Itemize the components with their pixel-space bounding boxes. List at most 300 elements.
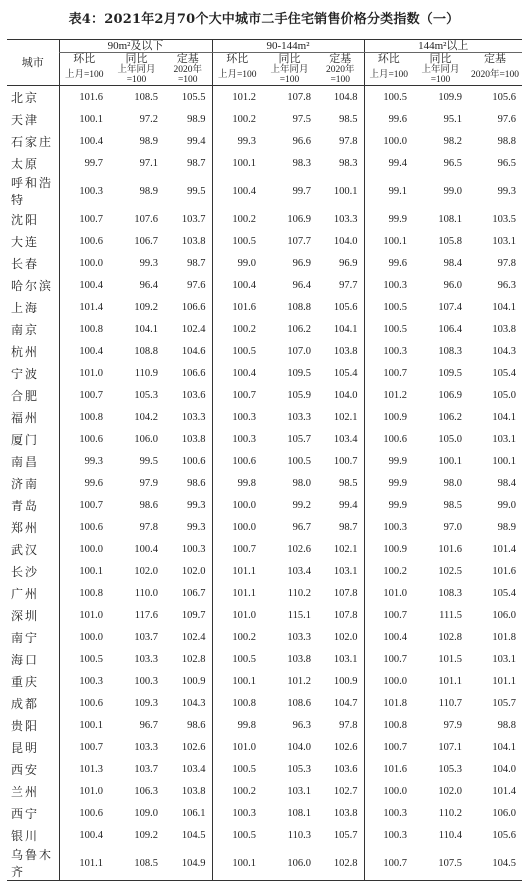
table-row <box>7 86 522 109</box>
table-row <box>7 274 522 296</box>
index-value: 98.2 <box>443 135 463 147</box>
index-value: 105.7 <box>287 433 311 445</box>
table-row <box>7 472 522 494</box>
index-value: 100.7 <box>364 362 413 384</box>
index-value: 100.7 <box>212 384 262 406</box>
table-row <box>7 208 522 230</box>
index-value: 100.7 <box>364 648 413 670</box>
index-value: 105.6 <box>492 829 517 841</box>
city-name: 合肥 <box>11 388 40 403</box>
index-value: 98.0 <box>292 477 311 489</box>
index-value: 99.6 <box>364 252 413 274</box>
index-value: 103.1 <box>492 653 517 665</box>
index-value: 97.9 <box>443 719 463 731</box>
index-value: 101.6 <box>438 543 463 555</box>
index-value: 100.4 <box>59 340 109 362</box>
city-name: 青岛 <box>11 498 40 513</box>
city-name: 西安 <box>11 762 40 777</box>
index-value: 100.6 <box>212 450 262 472</box>
index-value: 96.3 <box>292 719 311 731</box>
index-value: 100.6 <box>59 692 109 714</box>
index-value: 98.3 <box>292 157 311 169</box>
index-value: 99.8 <box>212 714 262 736</box>
index-value: 101.1 <box>212 582 262 604</box>
index-value: 110.7 <box>438 697 463 709</box>
index-value: 98.8 <box>497 719 517 731</box>
index-value: 105.6 <box>333 301 358 313</box>
index-value: 101.2 <box>287 675 311 687</box>
index-value: 99.9 <box>364 208 413 230</box>
metric-header: 同比 <box>278 53 301 65</box>
index-value: 99.0 <box>497 499 517 511</box>
index-value: 99.3 <box>59 450 109 472</box>
index-value: 108.3 <box>438 587 463 599</box>
index-value: 99.4 <box>187 135 206 147</box>
table-row <box>7 384 522 406</box>
index-value: 100.3 <box>59 670 109 692</box>
index-value: 108.5 <box>109 846 164 881</box>
index-value: 101.1 <box>438 675 463 687</box>
city-name: 南京 <box>11 322 40 337</box>
index-value: 109.7 <box>181 609 206 621</box>
index-value: 103.3 <box>287 411 311 423</box>
table-row <box>7 152 522 174</box>
index-value: 108.3 <box>438 345 463 357</box>
index-value: 107.4 <box>438 301 463 313</box>
index-value: 100.7 <box>59 384 109 406</box>
index-value: 101.1 <box>59 846 109 881</box>
index-value: 99.9 <box>364 450 413 472</box>
index-value: 100.0 <box>59 538 109 560</box>
index-value: 104.1 <box>492 741 517 753</box>
index-value: 102.0 <box>438 785 463 797</box>
index-value: 109.3 <box>134 697 158 709</box>
table-row <box>7 450 522 472</box>
index-value: 108.5 <box>134 91 158 103</box>
index-value: 100.1 <box>492 455 517 467</box>
index-value: 100.5 <box>287 455 311 467</box>
index-value: 110.4 <box>438 829 463 841</box>
index-value: 99.8 <box>212 472 262 494</box>
city-name: 长沙 <box>11 564 40 579</box>
index-value: 104.1 <box>492 411 517 423</box>
city-name: 银川 <box>11 828 40 843</box>
base-header: 2020年=100 <box>317 65 364 86</box>
index-value: 104.0 <box>333 389 358 401</box>
index-value: 96.7 <box>139 719 158 731</box>
index-value: 96.4 <box>292 279 311 291</box>
index-value: 99.3 <box>187 499 206 511</box>
index-value: 106.3 <box>134 785 158 797</box>
city-name: 石家庄 <box>11 134 54 149</box>
index-value: 104.1 <box>333 323 358 335</box>
index-value: 98.6 <box>139 499 158 511</box>
index-value: 101.6 <box>492 565 517 577</box>
index-value: 103.1 <box>492 433 517 445</box>
index-value: 97.6 <box>187 279 206 291</box>
index-value: 101.0 <box>212 604 262 626</box>
table-row <box>7 230 522 252</box>
index-value: 99.6 <box>364 108 413 130</box>
index-value: 98.4 <box>443 257 463 269</box>
table-row <box>7 494 522 516</box>
index-value: 103.1 <box>287 785 311 797</box>
city-name: 宁波 <box>11 366 40 381</box>
index-value: 100.0 <box>59 626 109 648</box>
index-value: 97.0 <box>443 521 463 533</box>
index-value: 105.6 <box>492 91 517 103</box>
city-name: 南宁 <box>11 630 40 645</box>
index-value: 96.0 <box>443 279 463 291</box>
index-value: 101.4 <box>492 785 517 797</box>
index-value: 102.8 <box>438 631 463 643</box>
table-row <box>7 362 522 384</box>
index-value: 108.1 <box>438 213 463 225</box>
metric-header: 定基 <box>484 53 507 65</box>
index-value: 106.4 <box>438 323 463 335</box>
table-row <box>7 780 522 802</box>
index-value: 103.6 <box>333 763 358 775</box>
index-value: 96.4 <box>139 279 158 291</box>
index-value: 100.8 <box>59 406 109 428</box>
index-value: 96.9 <box>339 257 358 269</box>
index-value: 107.6 <box>134 213 158 225</box>
city-name: 天津 <box>11 112 40 127</box>
index-value: 106.7 <box>134 235 158 247</box>
index-value: 105.4 <box>333 367 358 379</box>
table-row <box>7 670 522 692</box>
index-value: 97.8 <box>339 719 358 731</box>
index-value: 107.5 <box>413 846 468 881</box>
index-value: 103.3 <box>134 653 158 665</box>
index-value: 106.2 <box>438 411 463 423</box>
index-value: 101.4 <box>492 543 517 555</box>
index-value: 104.6 <box>181 345 206 357</box>
base-header: 2020年=100 <box>164 65 212 86</box>
index-value: 99.1 <box>364 174 413 208</box>
index-value: 103.7 <box>181 213 206 225</box>
index-value: 99.5 <box>187 185 206 197</box>
table-row <box>7 582 522 604</box>
index-value: 100.3 <box>364 516 413 538</box>
index-value: 100.2 <box>212 626 262 648</box>
index-value: 109.5 <box>438 367 463 379</box>
index-value: 109.9 <box>438 91 463 103</box>
city-name: 厦门 <box>11 432 40 447</box>
index-value: 105.7 <box>333 829 358 841</box>
index-value: 100.5 <box>364 296 413 318</box>
index-value: 98.9 <box>187 113 206 125</box>
index-value: 98.9 <box>139 185 158 197</box>
index-value: 101.6 <box>59 86 109 109</box>
index-value: 101.2 <box>212 86 262 109</box>
index-value: 100.5 <box>212 230 262 252</box>
index-value: 100.2 <box>212 318 262 340</box>
table-row <box>7 846 522 881</box>
index-value: 96.5 <box>443 157 463 169</box>
index-value: 103.8 <box>181 785 206 797</box>
city-name: 长春 <box>11 256 40 271</box>
index-value: 106.0 <box>262 846 317 881</box>
index-value: 102.4 <box>181 323 206 335</box>
index-value: 107.7 <box>287 235 311 247</box>
index-value: 98.3 <box>339 157 358 169</box>
index-value: 110.2 <box>438 807 463 819</box>
city-name: 武汉 <box>11 542 40 557</box>
index-value: 103.1 <box>333 565 358 577</box>
index-value: 97.8 <box>139 521 158 533</box>
index-value: 100.1 <box>59 714 109 736</box>
city-name: 北京 <box>11 90 40 105</box>
index-value: 98.9 <box>139 135 158 147</box>
index-value: 100.7 <box>59 494 109 516</box>
index-value: 106.2 <box>287 323 311 335</box>
table-row <box>7 692 522 714</box>
index-value: 108.1 <box>287 807 311 819</box>
index-value: 100.5 <box>364 318 413 340</box>
index-value: 100.4 <box>212 362 262 384</box>
index-value: 104.5 <box>181 829 206 841</box>
index-value: 103.3 <box>181 411 206 423</box>
index-value: 100.0 <box>59 252 109 274</box>
index-value: 106.0 <box>134 433 158 445</box>
index-value: 97.6 <box>497 113 517 125</box>
city-name: 沈阳 <box>11 212 40 227</box>
index-value: 100.6 <box>181 455 206 467</box>
index-value: 101.0 <box>212 736 262 758</box>
city-name: 海口 <box>11 652 40 667</box>
city-name: 重庆 <box>11 674 40 689</box>
table-row <box>7 824 522 846</box>
group-header-small: 90m²及以下 <box>59 40 212 53</box>
city-name: 贵阳 <box>11 718 40 733</box>
index-value: 109.0 <box>134 807 158 819</box>
index-value: 100.5 <box>212 648 262 670</box>
index-value: 97.8 <box>497 257 517 269</box>
table-row <box>7 318 522 340</box>
index-value: 108.8 <box>287 301 311 313</box>
city-name: 成都 <box>11 696 40 711</box>
price-index-table <box>7 39 522 881</box>
index-value: 100.0 <box>212 516 262 538</box>
index-value: 101.6 <box>364 758 413 780</box>
table-row <box>7 802 522 824</box>
index-value: 100.1 <box>438 455 463 467</box>
index-value: 109.2 <box>134 301 158 313</box>
index-value: 105.3 <box>287 763 311 775</box>
index-value: 98.7 <box>339 521 358 533</box>
index-value: 104.9 <box>164 846 212 881</box>
index-value: 103.3 <box>333 213 358 225</box>
city-name: 哈尔滨 <box>11 278 54 293</box>
index-value: 100.0 <box>364 670 413 692</box>
index-value: 110.2 <box>287 587 311 599</box>
index-value: 97.7 <box>339 279 358 291</box>
index-value: 102.6 <box>333 741 358 753</box>
city-name: 西宁 <box>11 806 40 821</box>
index-value: 100.5 <box>212 758 262 780</box>
index-value: 107.8 <box>333 587 358 599</box>
index-value: 106.7 <box>181 587 206 599</box>
city-name: 杭州 <box>11 344 40 359</box>
city-name: 济南 <box>11 476 40 491</box>
index-value: 100.1 <box>212 846 262 881</box>
index-value: 104.0 <box>287 741 311 753</box>
table-row <box>7 538 522 560</box>
index-value: 97.2 <box>139 113 158 125</box>
index-value: 117.6 <box>134 609 158 621</box>
index-value: 100.4 <box>59 130 109 152</box>
index-value: 99.0 <box>212 252 262 274</box>
index-value: 104.1 <box>134 323 158 335</box>
city-name: 太原 <box>11 156 40 171</box>
index-value: 96.9 <box>292 257 311 269</box>
base-header: 上年同月=100 <box>262 65 317 86</box>
metric-header: 环比 <box>212 53 262 66</box>
index-value: 100.3 <box>364 274 413 296</box>
index-value: 99.7 <box>59 152 109 174</box>
group-header-large: 144m²以上 <box>364 40 522 53</box>
index-value: 101.1 <box>212 560 262 582</box>
index-value: 100.6 <box>364 428 413 450</box>
index-value: 100.3 <box>212 406 262 428</box>
index-value: 101.2 <box>364 384 413 406</box>
index-value: 100.0 <box>364 130 413 152</box>
index-value: 100.8 <box>364 714 413 736</box>
index-value: 102.0 <box>333 631 358 643</box>
index-value: 100.2 <box>212 780 262 802</box>
index-value: 100.9 <box>181 675 206 687</box>
index-value: 103.8 <box>287 653 311 665</box>
city-name: 南昌 <box>11 454 40 469</box>
index-value: 105.4 <box>492 587 517 599</box>
index-value: 103.7 <box>134 631 158 643</box>
index-value: 104.2 <box>134 411 158 423</box>
index-value: 105.0 <box>492 389 517 401</box>
index-value: 98.5 <box>339 477 358 489</box>
index-value: 104.7 <box>333 697 358 709</box>
city-name: 昆明 <box>11 740 40 755</box>
index-value: 103.3 <box>287 631 311 643</box>
table-row <box>7 758 522 780</box>
index-value: 102.1 <box>333 543 358 555</box>
index-value: 97.9 <box>139 477 158 489</box>
index-value: 99.7 <box>292 185 311 197</box>
index-value: 106.0 <box>492 609 517 621</box>
index-value: 103.7 <box>134 763 158 775</box>
index-value: 107.8 <box>333 609 358 621</box>
index-value: 100.1 <box>59 108 109 130</box>
index-value: 99.3 <box>139 257 158 269</box>
index-value: 101.8 <box>492 631 517 643</box>
index-value: 105.0 <box>438 433 463 445</box>
index-value: 98.7 <box>187 257 206 269</box>
index-value: 101.5 <box>438 653 463 665</box>
index-value: 100.4 <box>134 543 158 555</box>
index-value: 100.5 <box>59 648 109 670</box>
index-value: 98.8 <box>497 135 517 147</box>
index-value: 105.7 <box>492 697 517 709</box>
index-value: 98.5 <box>443 499 463 511</box>
metric-header: 环比 <box>364 53 413 66</box>
index-value: 96.7 <box>292 521 311 533</box>
index-value: 110.0 <box>134 587 158 599</box>
table-row <box>7 130 522 152</box>
index-value: 98.0 <box>443 477 463 489</box>
index-value: 103.1 <box>333 653 358 665</box>
index-value: 101.0 <box>59 362 109 384</box>
city-name: 呼和浩特 <box>11 176 54 207</box>
index-value: 100.9 <box>364 538 413 560</box>
index-value: 100.2 <box>364 560 413 582</box>
index-value: 102.6 <box>287 543 311 555</box>
index-value: 101.0 <box>59 604 109 626</box>
index-value: 103.8 <box>333 807 358 819</box>
metric-header: 定基 <box>329 53 352 65</box>
index-value: 102.8 <box>317 846 364 881</box>
index-value: 101.0 <box>59 780 109 802</box>
index-value: 100.2 <box>212 208 262 230</box>
index-value: 97.5 <box>292 113 311 125</box>
index-value: 100.1 <box>364 230 413 252</box>
index-value: 109.2 <box>134 829 158 841</box>
index-value: 103.6 <box>181 389 206 401</box>
index-value: 99.9 <box>364 472 413 494</box>
index-value: 100.3 <box>364 824 413 846</box>
index-value: 108.6 <box>287 697 311 709</box>
index-value: 104.3 <box>181 697 206 709</box>
index-value: 100.7 <box>364 736 413 758</box>
index-value: 108.8 <box>134 345 158 357</box>
index-value: 107.1 <box>438 741 463 753</box>
index-value: 101.6 <box>212 296 262 318</box>
index-value: 98.4 <box>497 477 517 489</box>
index-value: 100.9 <box>333 675 358 687</box>
index-value: 100.3 <box>212 802 262 824</box>
index-value: 106.1 <box>181 807 206 819</box>
index-value: 99.3 <box>212 130 262 152</box>
index-value: 105.8 <box>438 235 463 247</box>
index-value: 107.0 <box>287 345 311 357</box>
index-value: 102.7 <box>333 785 358 797</box>
index-value: 107.8 <box>287 91 311 103</box>
city-name: 乌鲁木齐 <box>7 846 59 881</box>
index-value: 96.6 <box>292 135 311 147</box>
table-row <box>7 604 522 626</box>
index-value: 105.3 <box>134 389 158 401</box>
index-value: 103.8 <box>181 235 206 247</box>
index-value: 101.3 <box>59 758 109 780</box>
index-value: 102.1 <box>333 411 358 423</box>
base-header: 上年同月=100 <box>109 65 164 86</box>
index-value: 115.1 <box>287 609 311 621</box>
group-header-medium: 90-144m² <box>212 40 364 53</box>
index-value: 100.5 <box>364 86 413 109</box>
index-value: 104.0 <box>492 763 517 775</box>
city-name: 郑州 <box>11 520 40 535</box>
index-value: 105.5 <box>181 91 206 103</box>
index-value: 104.0 <box>333 235 358 247</box>
metric-header: 同比 <box>429 53 452 65</box>
city-name: 大连 <box>11 234 40 249</box>
index-value: 100.3 <box>364 340 413 362</box>
index-value: 100.6 <box>59 428 109 450</box>
index-value: 104.8 <box>333 91 358 103</box>
metric-header: 同比 <box>125 53 148 65</box>
index-value: 100.3 <box>59 174 109 208</box>
base-header: 上年同月=100 <box>413 65 468 86</box>
index-value: 102.0 <box>181 565 206 577</box>
